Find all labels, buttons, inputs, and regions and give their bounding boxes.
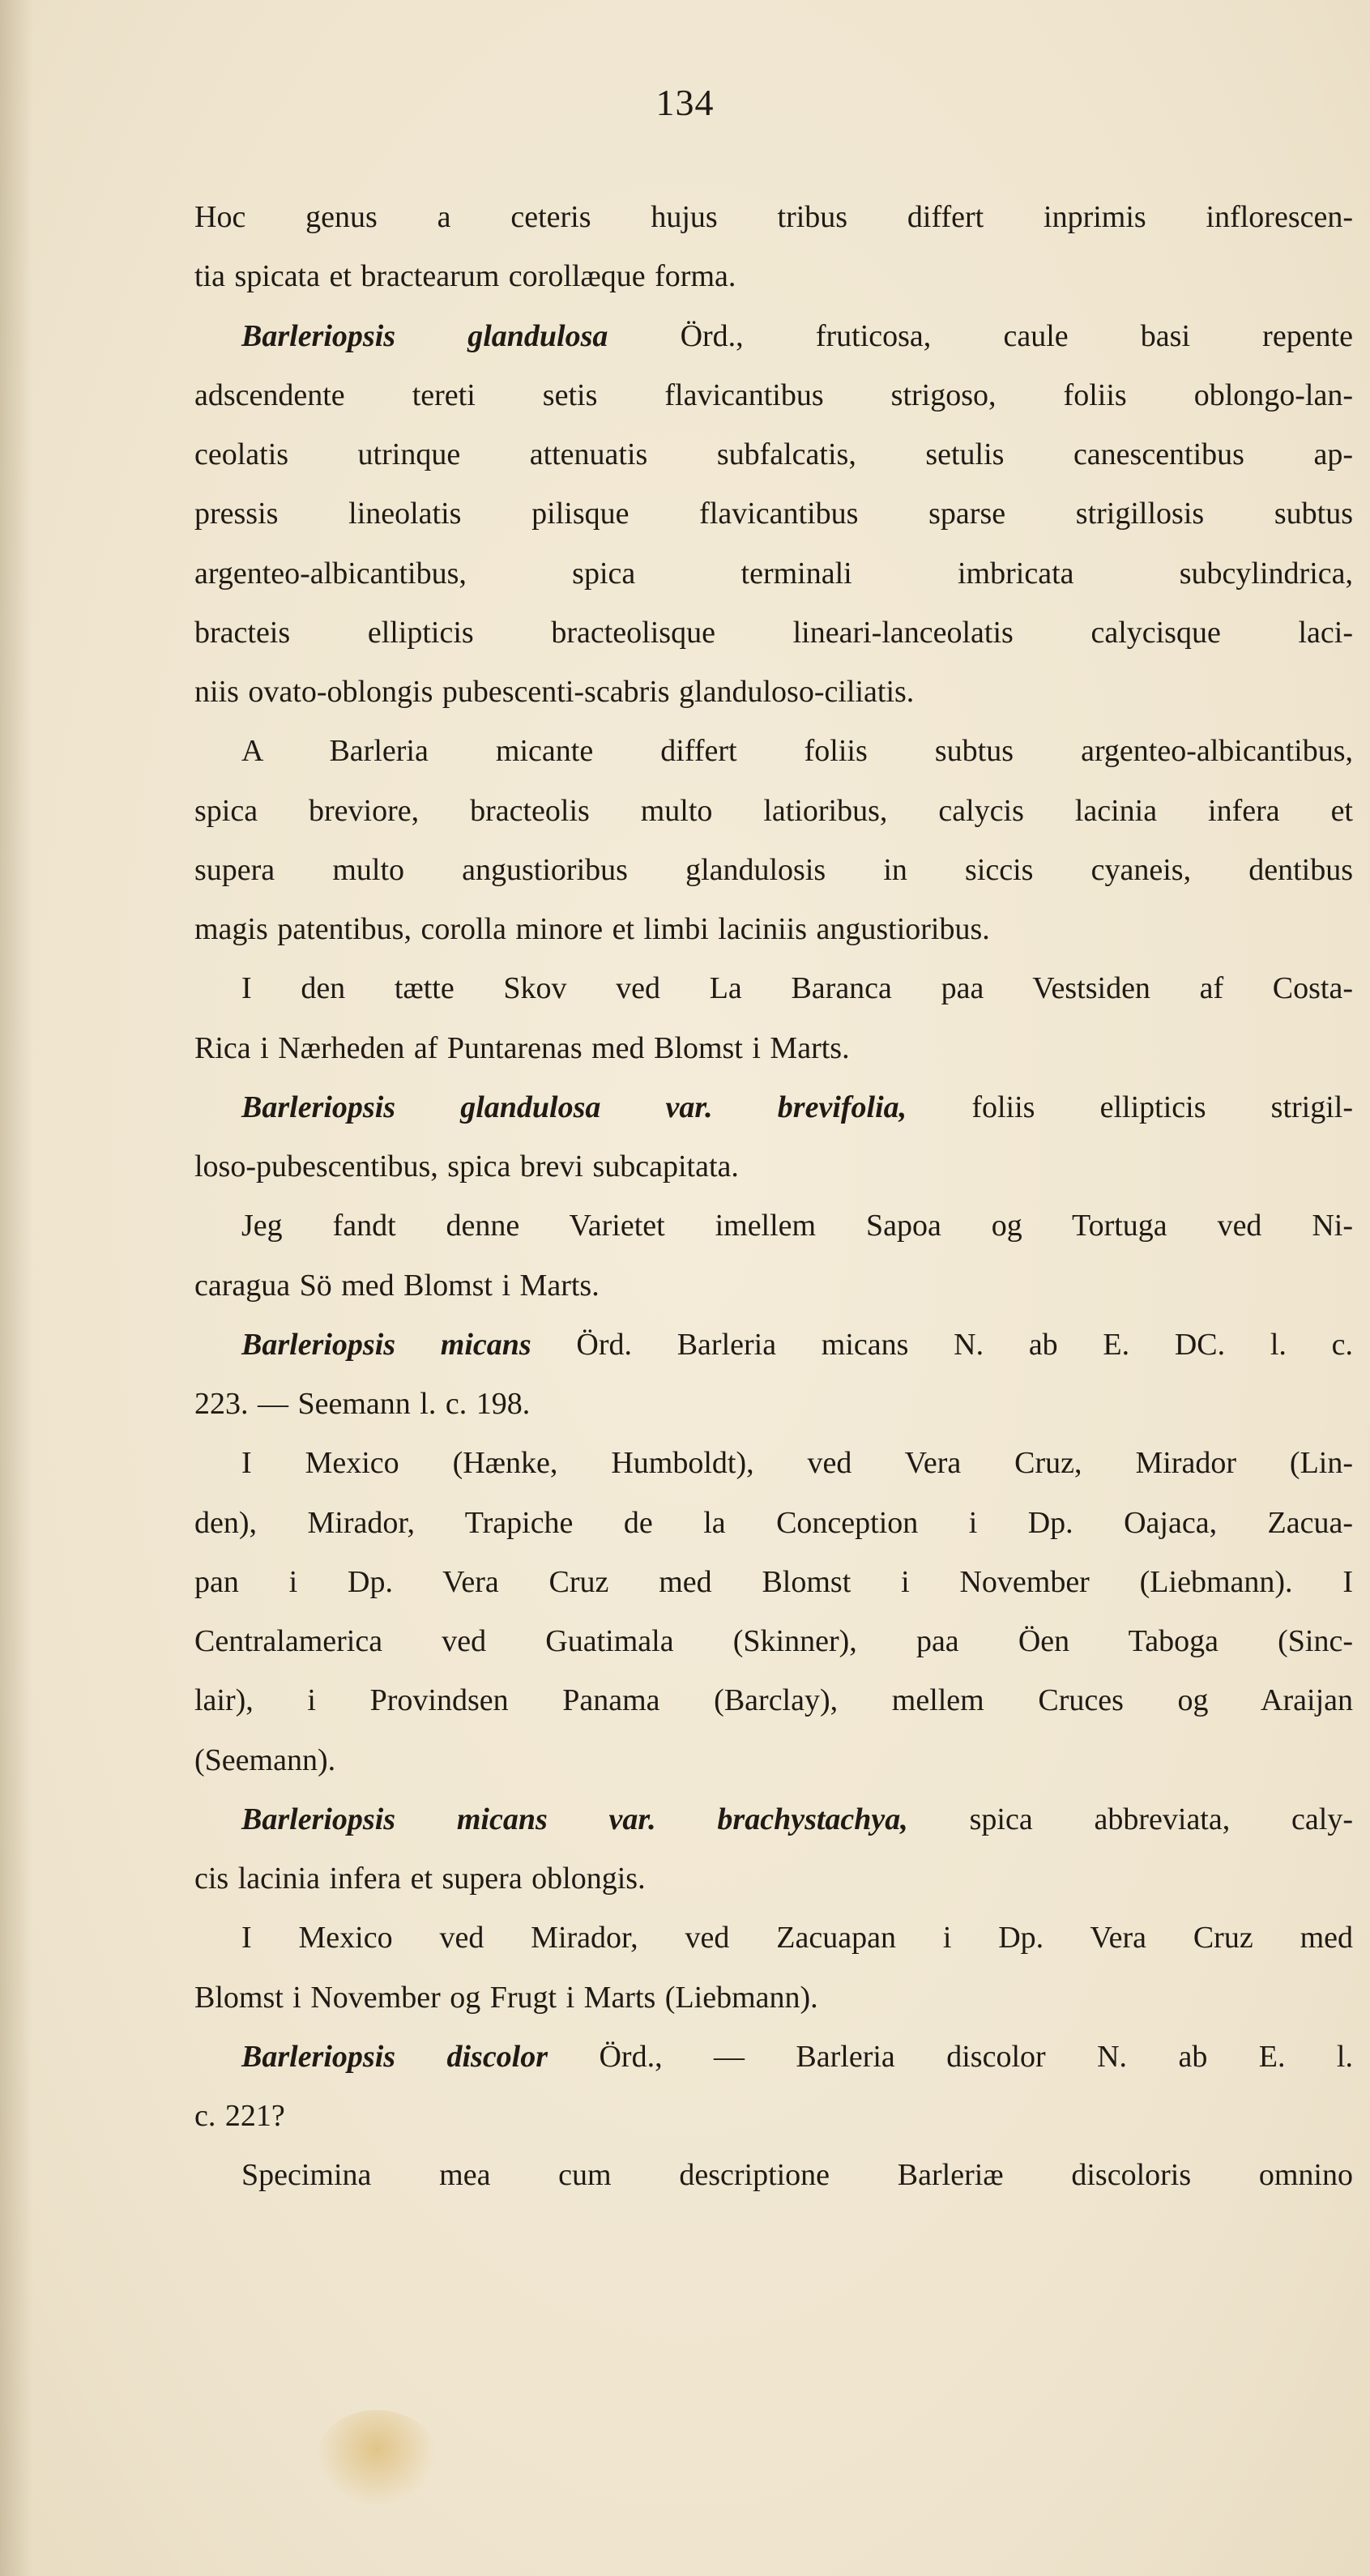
text-line: Barleriopsis micans var. brachystachya, spica abbreviata, caly- bbox=[241, 1802, 1353, 1836]
species-name: Barleriopsis glandulosa bbox=[241, 318, 608, 353]
text-line: c. 221? bbox=[194, 2099, 285, 2133]
text-line: 223. — Seemann l. c. 198. bbox=[194, 1387, 531, 1421]
text-line: caragua Sö med Blomst i Marts. bbox=[194, 1268, 600, 1303]
text-line: ceolatis utrinque attenuatis subfalcatis, setulis canescentibus ap- bbox=[194, 437, 1353, 471]
text-line: Barleriopsis micans Örd. Barleria micans N. ab E. DC. l. c. bbox=[241, 1327, 1353, 1362]
text-line: I Mexico (Hænke, Humboldt), ved Vera Cruz, Mirador (Lin- bbox=[241, 1446, 1353, 1481]
page-number: 134 bbox=[655, 82, 715, 123]
text-line: Barleriopsis glandulosa var. brevifolia, foliis ellipticis strigil- bbox=[241, 1090, 1353, 1124]
text-line: pan i Dp. Vera Cruz med Blomst i November (Liebmann). I bbox=[194, 1564, 1353, 1599]
species-name: Barleriopsis micans var. brachystachya, bbox=[241, 1802, 908, 1836]
text-line: Centralamerica ved Guatimala (Skinner), paa Öen Taboga (Sinc- bbox=[194, 1624, 1353, 1658]
text-line: magis patentibus, corolla minore et limbi laciniis angustioribus. bbox=[194, 912, 990, 946]
text-line: cis lacinia infera et supera oblongis. bbox=[194, 1862, 646, 1896]
text-line: Specimina mea cum descriptione Barleriæ discoloris omnino bbox=[241, 2158, 1353, 2193]
body-text bbox=[194, 188, 1353, 2206]
text-line: Jeg fandt denne Varietet imellem Sapoa og Tortuga ved Ni- bbox=[241, 1209, 1353, 1243]
species-name: Barleriopsis glandulosa var. brevifolia, bbox=[241, 1090, 907, 1124]
text-line: A Barleria micante differt foliis subtus argenteo-albicantibus, bbox=[241, 734, 1353, 769]
text-line: lair), i Provindsen Panama (Barclay), mellem Cruces og Araijan bbox=[194, 1683, 1353, 1718]
text-line: Barleriopsis glandulosa Örd., fruticosa, caule basi repente bbox=[241, 318, 1353, 353]
text-line: bracteis ellipticis bracteolisque lineari-lanceolatis calycisque laci- bbox=[194, 615, 1353, 650]
text-line: adscendente tereti setis flavicantibus strigoso, foliis oblongo-lan- bbox=[194, 377, 1353, 412]
text-line: (Seemann). bbox=[194, 1742, 336, 1777]
text-line: niis ovato-oblongis pubescenti-scabris glanduloso-ciliatis. bbox=[194, 675, 915, 709]
species-name: Barleriopsis discolor bbox=[241, 2039, 548, 2074]
text-line: Blomst i November og Frugt i Marts (Liebmann). bbox=[194, 1980, 818, 2015]
text-line: Hoc genus a ceteris hujus tribus differt inprimis inflorescen- bbox=[194, 200, 1353, 234]
text-line: Rica i Nærheden af Puntarenas med Blomst i Marts. bbox=[194, 1030, 850, 1065]
text-line: loso-pubescentibus, spica brevi subcapitata. bbox=[194, 1149, 739, 1184]
text-line: I Mexico ved Mirador, ved Zacuapan i Dp. Vera Cruz med bbox=[241, 1921, 1353, 1955]
text-line: tia spicata et bractearum corollæque forma. bbox=[194, 259, 736, 294]
text-line: I den tætte Skov ved La Baranca paa Vestsiden af Costa- bbox=[241, 971, 1353, 1006]
text-line: pressis lineolatis pilisque flavicantibus sparse strigillosis subtus bbox=[194, 497, 1353, 531]
page-edge-shadow bbox=[0, 0, 32, 2576]
text-line: den), Mirador, Trapiche de la Conception i Dp. Oajaca, Zacua- bbox=[194, 1505, 1353, 1540]
text-line: argenteo-albicantibus, spica terminali imbricata subcylindrica, bbox=[194, 556, 1353, 591]
paper-stain bbox=[316, 2410, 437, 2507]
species-name: Barleriopsis micans bbox=[241, 1327, 531, 1362]
text-line: spica breviore, bracteolis multo latioribus, calycis lacinia infera et bbox=[194, 793, 1353, 828]
text-line: supera multo angustioribus glandulosis in siccis cyaneis, dentibus bbox=[194, 852, 1353, 887]
text-line: Barleriopsis discolor Örd., — Barleria discolor N. ab E. l. bbox=[241, 2039, 1353, 2074]
